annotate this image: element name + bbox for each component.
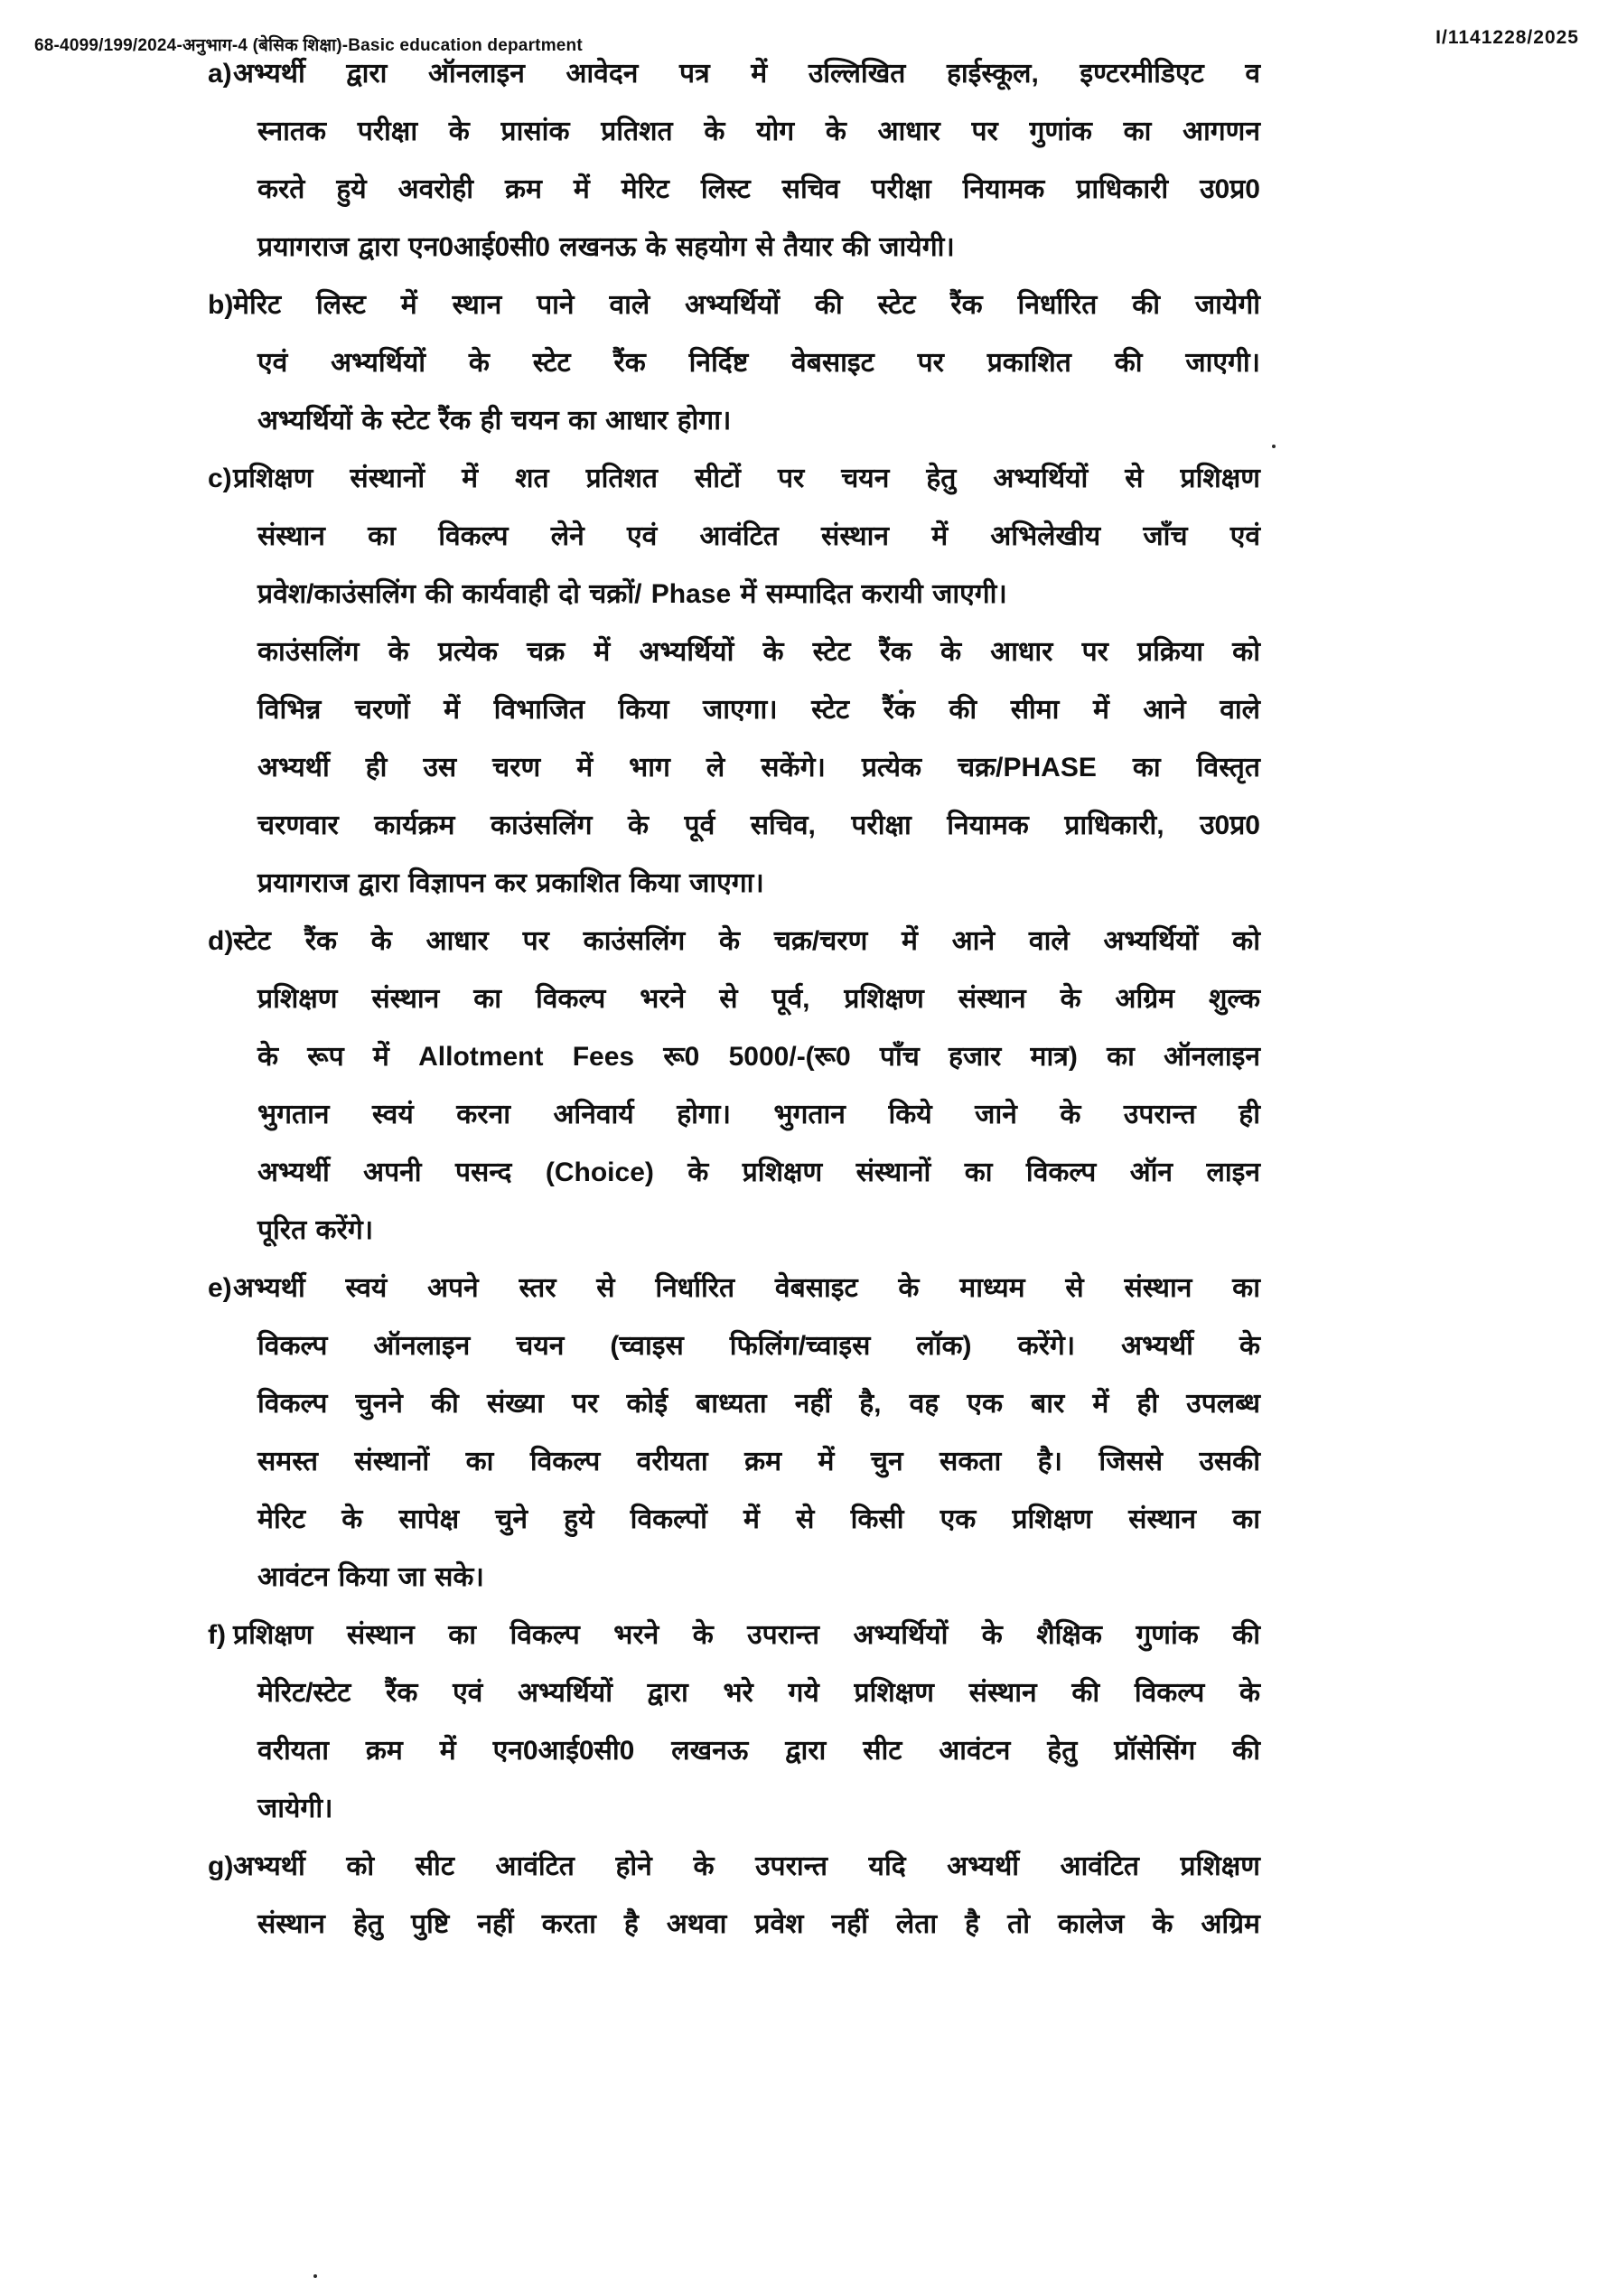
text-line: समस्त संस्थानों का विकल्प वरीयता क्रम में चुन सकता है। जिससे उसकी bbox=[257, 1447, 1260, 1476]
list-item-e bbox=[208, 1260, 1260, 1607]
text-line: एवं अभ्यर्थियों के स्टेट रैंक निर्दिष्ट वेबसाइट पर प्रकाशित की जाएगी। bbox=[257, 348, 1260, 378]
text-line: विकल्प ऑनलाइन चयन (च्वाइस फिलिंग/च्वाइस लॉक) करेंगे। अभ्यर्थी के bbox=[257, 1331, 1260, 1361]
item-label: e) bbox=[208, 1273, 232, 1303]
text-line: मेरिट/स्टेट रैंक एवं अभ्यर्थियों द्वारा भरे गये प्रशिक्षण संस्थान की विकल्प के bbox=[257, 1678, 1260, 1708]
text-line: भुगतान स्वयं करना अनिवार्य होगा। भुगतान किये जाने के उपरान्त ही bbox=[257, 1100, 1260, 1129]
list-item-f bbox=[208, 1607, 1260, 1838]
text-line: प्रवेश/काउंसलिंग की कार्यवाही दो चक्रों/ Phase में सम्पादित करायी जाएगी। bbox=[257, 579, 1007, 609]
list-item-b bbox=[208, 276, 1260, 450]
text-line: जायेगी। bbox=[257, 1794, 333, 1823]
text-line: प्रशिक्षण संस्थान का विकल्प भरने के उपरान्त अभ्यर्थियों के शैक्षिक गुणांक की bbox=[233, 1620, 1260, 1650]
document-body bbox=[208, 45, 1260, 1954]
text-line: वरीयता क्रम में एन0आई0सी0 लखनऊ द्वारा सीट आवंटन हेतु प्रॉसेसिंग की bbox=[257, 1736, 1260, 1766]
text-line: अभ्यर्थियों के स्टेट रैंक ही चयन का आधार होगा। bbox=[257, 406, 732, 436]
list-item-d bbox=[208, 913, 1260, 1260]
item-label: c) bbox=[208, 464, 232, 493]
item-label: d) bbox=[208, 926, 234, 956]
item-label: b) bbox=[208, 290, 234, 320]
document-reference-left: 68-4099/199/2024-अनुभाग-4 (बेसिक शिक्षा)-Basic education department bbox=[34, 36, 583, 55]
text-line: अभ्यर्थी को सीट आवंटित होने के उपरान्त यदि अभ्यर्थी आवंटित प्रशिक्षण bbox=[233, 1851, 1260, 1881]
text-line: विकल्प चुनने की संख्या पर कोई बाध्यता नहीं है, वह एक बार में ही उपलब्ध bbox=[257, 1389, 1260, 1419]
text-line: प्रयागराज द्वारा एन0आई0सी0 लखनऊ के सहयोग से तैयार की जायेगी। bbox=[257, 232, 955, 262]
text-line: अभ्यर्थी ही उस चरण में भाग ले सकेंगे। प्रत्येक चक्र/PHASE का विस्तृत bbox=[257, 753, 1260, 783]
text-line: संस्थान का विकल्प लेने एवं आवंटित संस्थान में अभिलेखीय जाँच एवं bbox=[257, 521, 1260, 551]
text-line: आवंटन किया जा सके। bbox=[257, 1562, 484, 1592]
item-label: a) bbox=[208, 59, 232, 89]
text-line: मेरिट के सापेक्ष चुने हुये विकल्पों में से किसी एक प्रशिक्षण संस्थान का bbox=[257, 1504, 1260, 1534]
text-line: अभ्यर्थी अपनी पसन्द (Choice) के प्रशिक्षण संस्थानों का विकल्प ऑन लाइन bbox=[257, 1157, 1260, 1187]
text-line: प्रशिक्षण संस्थानों में शत प्रतिशत सीटों पर चयन हेतु अभ्यर्थियों से प्रशिक्षण bbox=[233, 464, 1260, 493]
scan-artifact-dot bbox=[1272, 445, 1276, 448]
text-line: विभिन्न चरणों में विभाजित किया जाएगा। स्टेट रैंक की सीमा में आने वाले bbox=[257, 695, 1260, 725]
text-line: करते हुये अवरोही क्रम में मेरिट लिस्ट सचिव परीक्षा नियामक प्राधिकारी उ0प्र0 bbox=[257, 174, 1260, 204]
document-reference-right: I/1141228/2025 bbox=[1435, 27, 1579, 48]
item-label: f) bbox=[208, 1620, 226, 1650]
text-line: अभ्यर्थी स्वयं अपने स्तर से निर्धारित वेबसाइट के माध्यम से संस्थान का bbox=[233, 1273, 1260, 1303]
text-line: के रूप में Allotment Fees रू0 5000/-(रू0 पाँच हजार मात्र) का ऑनलाइन bbox=[257, 1042, 1260, 1072]
scan-artifact-dot bbox=[899, 689, 903, 694]
text-line: प्रयागराज द्वारा विज्ञापन कर प्रकाशित किया जाएगा। bbox=[257, 868, 764, 898]
text-line: स्टेट रैंक के आधार पर काउंसलिंग के चक्र/चरण में आने वाले अभ्यर्थियों को bbox=[233, 926, 1260, 956]
text-line: काउंसलिंग के प्रत्येक चक्र में अभ्यर्थियों के स्टेट रैंक के आधार पर प्रक्रिया को bbox=[257, 637, 1260, 667]
list-item-a bbox=[208, 45, 1260, 276]
text-line: स्नातक परीक्षा के प्रासांक प्रतिशत के योग के आधार पर गुणांक का आगणन bbox=[257, 117, 1260, 146]
list-item-g bbox=[208, 1838, 1260, 1954]
text-line: प्रशिक्षण संस्थान का विकल्प भरने से पूर्व, प्रशिक्षण संस्थान के अग्रिम शुल्क bbox=[257, 984, 1260, 1014]
item-label: g) bbox=[208, 1851, 234, 1881]
text-line: चरणवार कार्यक्रम काउंसलिंग के पूर्व सचिव, परीक्षा नियामक प्राधिकारी, उ0प्र0 bbox=[257, 811, 1260, 840]
scan-artifact-dot bbox=[313, 2274, 317, 2278]
list-item-c bbox=[208, 450, 1260, 913]
text-line: मेरिट लिस्ट में स्थान पाने वाले अभ्यर्थियों की स्टेट रैंक निर्धारित की जायेगी bbox=[233, 290, 1260, 320]
text-line: पूरित करेंगे। bbox=[257, 1215, 374, 1245]
text-line: अभ्यर्थी द्वारा ऑनलाइन आवेदन पत्र में उल्लिखित हाईस्कूल, इण्टरमीडिएट व bbox=[233, 59, 1260, 89]
text-line: संस्थान हेतु पुष्टि नहीं करता है अथवा प्रवेश नहीं लेता है तो कालेज के अग्रिम bbox=[257, 1909, 1260, 1939]
